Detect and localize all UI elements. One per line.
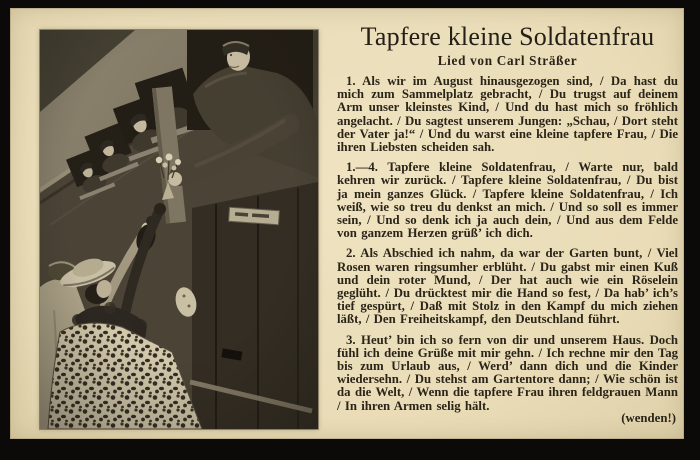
song-author: Lied von Carl Sträßer — [437, 53, 578, 68]
song-sheet — [337, 22, 678, 425]
farewell-photo — [40, 30, 318, 429]
verse-refrain: 1.—4. Tapfere kleine Soldatenfrau, / Warte nur, bald kehren wir zurück. / Tapfere kleine Soldatenfrau, / Du bist ja mein ganzes Glück. / Tapfere kleine Soldatenfrau, / Ich weiß, wie so treu du denkst an mich. / Und so soll es immer sein, / Und so denk ich ja auch dein, / Und aus dem Felde von ganzem Herzen grüß’ ich dich. — [337, 160, 678, 241]
verse-2: 2. Als Abschied ich nahm, da war der Garten bunt, / Viel Rosen waren ringsumher erblüht. / Du gabst mir einen Kuß und dein roter Mund, / Der hat auch wie ein Röselein geglüht. / Du drücktest mir die Hand so fest, / Da hab’ ich’s tief gespürt, / Daß mit Stolz in den Kampf du mich ziehen läßt, / Den Freiheitskampf, den Deutschland führt. — [337, 246, 678, 327]
photo-illustration — [40, 30, 318, 429]
turn-note: (wenden!) — [621, 410, 676, 425]
song-title: Tapfere kleine Soldatenfrau — [360, 22, 655, 51]
postcard — [10, 8, 684, 439]
verse-3: 3. Heut’ bin ich so fern von dir und unserem Haus. Doch fühl ich deine Grüße mit mir gehn. / Ich rechne mir den Tag bis zum Urlaub aus, / Werd’ dann dich und die Kinder wiedersehn. / Du stehst am Gartentore dann; / Wie schön ist da die Welt, / Wenn die tapfere Frau ihren feldgrauen Mann / In ihren Armen selig hält. — [337, 332, 678, 413]
verse-1: 1. Als wir im August hinausgezogen sind, / Da hast du mich zum Sammelplatz gebracht, / Du trugst auf deinem Arm unser kleinstes Kind, / Und du hast mich so fröhlich angelacht. / Du sagtest unserem Jungen: „Schau, / Dort steht der Vater ja!“ / Und du warst eine kleine tapfere Frau, / Die ihren Liebsten scheiden sah. — [337, 74, 678, 155]
photo-vignette — [40, 30, 318, 429]
